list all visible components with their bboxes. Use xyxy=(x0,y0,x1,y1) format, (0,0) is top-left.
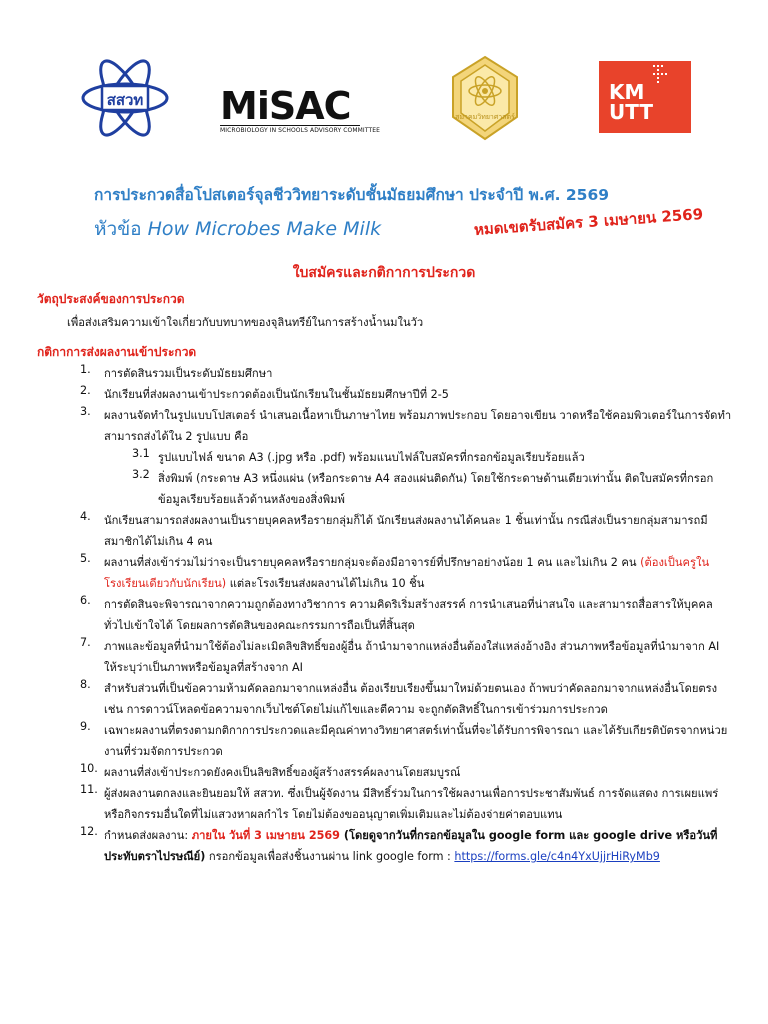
rule-number: 2. xyxy=(80,384,91,397)
rule-item-1 xyxy=(80,363,734,384)
ipst-logo xyxy=(80,58,170,138)
rule-text-highlight: (ต้องเป็นครูในโรงเรียนเดียวกับนักเรียน) xyxy=(104,556,710,590)
rule-text: กรอกข้อมูลเพื่อส่งชิ้นงานผ่าน link google form : xyxy=(205,850,455,863)
rule-number: 12. xyxy=(80,825,98,838)
rules-heading: กติกาการส่งผลงานเข้าประกวด xyxy=(37,345,197,359)
google-form-link[interactable]: https://forms.gle/c4n4YxUjjrHiRyMb9 xyxy=(454,850,660,863)
subrule-text: สิ่งพิมพ์ (กระดาษ A3 หนึ่งแผ่น (หรือกระดาษ A4 สองแผ่นติดกัน) โดยใช้กระดาษด้านเดียวเท่านั้น ติดใบสมัครที่กรอกข้อมูลเรียบร้อยแล้วด้านหลังของสิ่งพิมพ์ xyxy=(158,472,714,506)
rule-item-3 xyxy=(80,405,734,447)
misac-logo-word: MiSAC xyxy=(220,84,351,128)
rule-text: นักเรียนสามารถส่งผลงานเป็นรายบุคคลหรือรายกลุ่มก็ได้ นักเรียนส่งผลงานได้คนละ 1 ชิ้นเท่านั้น กรณีส่งเป็นรายกลุ่มสามารถมีสมาชิกได้ไม่เกิน 4 คน xyxy=(104,514,708,548)
science-society-logo xyxy=(445,55,525,141)
rule-text: ภาพและข้อมูลที่นำมาใช้ต้องไม่ละเมิดลิขสิทธิ์ของผู้อื่น ถ้านำมาจากแหล่งอื่นต้องใส่แหล่งอ้างอิง ส่วนภาพหรือข้อมูลที่นำมาจาก AI ให้ระบุว่าเป็นภาพหรือข้อมูลที่สร้างจาก AI xyxy=(104,640,720,674)
form-title: ใบสมัครและกติกาการประกวด xyxy=(292,265,476,281)
logo-row xyxy=(0,55,768,145)
rule-text: กำหนดส่งผลงาน: xyxy=(104,829,192,842)
topic-prefix: หัวข้อ xyxy=(94,218,148,240)
rule-item-12 xyxy=(80,825,734,867)
rule-text: การตัดสินจะพิจารณาจากความถูกต้องทางวิชาการ ความคิดริเริ่มสร้างสรรค์ การนำเสนอที่น่าสนใจ และสามารถสื่อสารให้บุคคลทั่วไปเข้าใจได้ โดยผลการตัดสินของคณะกรรมการถือเป็นที่สิ้นสุด xyxy=(104,598,713,632)
misac-logo-subtitle: MICROBIOLOGY IN SCHOOLS ADVISORY COMMITTEE xyxy=(220,127,381,134)
rule-item-10 xyxy=(80,762,734,783)
rule-text: สำหรับส่วนที่เป็นข้อความห้ามคัดลอกมาจากแหล่งอื่น ต้องเรียบเรียงขึ้นมาใหม่ด้วยตนเอง ถ้าพบว่าคัดลอกมาจากแหล่งอื่นโดยตรง เช่น การดาวน์โหลดข้อความจากเว็บไซต์โดยไม่แก้ไขและตีความ จะถูกตัดสิทธิ์ในการเข้าร่วมการประกวด xyxy=(104,682,718,716)
contest-topic xyxy=(94,214,381,244)
science-society-logo-text: สมาคมวิทยาศาสตร์ xyxy=(455,113,515,121)
rule-number: 8. xyxy=(80,678,91,691)
rule-item-8 xyxy=(80,678,734,720)
rule-number: 9. xyxy=(80,720,91,733)
rule-text-bold: (โดยดูจากวันที่กรอกข้อมูลใน google form และ google drive หรือวันที่ประทับตราไปรษณีย์) xyxy=(104,829,718,863)
subrule-number: 3.1 xyxy=(132,447,150,460)
deadline-banner: หมดเขตรับสมัคร 3 เมษายน 2569 xyxy=(473,205,704,239)
rule-item-2 xyxy=(80,384,734,405)
misac-logo xyxy=(220,84,381,137)
rule-item-7 xyxy=(80,636,734,678)
kmutt-logo xyxy=(599,61,691,133)
rule-number: 10. xyxy=(80,762,98,775)
kmutt-logo-line1: KM xyxy=(609,80,645,104)
topic-english: How Microbes Make Milk xyxy=(147,218,382,240)
rule-item-5 xyxy=(80,552,734,594)
rule-text: นักเรียนที่ส่งผลงานเข้าประกวดต้องเป็นนักเรียนในชั้นมัธยมศึกษาปีที่ 2-5 xyxy=(104,388,449,401)
rule-text: ผลงานที่ส่งเข้าร่วมไม่ว่าจะเป็นรายบุคคลหรือรายกลุ่มจะต้องมีอาจารย์ที่ปรึกษาอย่างน้อย 1 คน และไม่เกิน 2 คน xyxy=(104,556,641,569)
subrule-text: รูปแบบไฟล์ ขนาด A3 (.jpg หรือ .pdf) พร้อมแนบไฟล์ใบสมัครที่กรอกข้อมูลเรียบร้อยแล้ว xyxy=(158,451,585,464)
rule-text-highlight: ภายใน วันที่ 3 เมษายน 2569 xyxy=(191,829,340,842)
rule-item-6 xyxy=(80,594,734,636)
objective-text: เพื่อส่งเสริมความเข้าใจเกี่ยวกับบทบาทของจุลินทรีย์ในการสร้างน้ำนมในวัว xyxy=(67,316,424,329)
rule-text: ผู้ส่งผลงานตกลงและยินยอมให้ สสวท. ซึ่งเป็นผู้จัดงาน มีสิทธิ์ร่วมในการใช้ผลงานเพื่อการประชาสัมพันธ์ การจัดแสดง การเผยแพร่หรือกิจกรรมอื่นใดที่ไม่แสวงหาผลกำไร โดยไม่ต้องขออนุญาตเพิ่มเติมและไม่ต้องจ่ายค่าตอบแทน xyxy=(104,787,719,821)
rule-item-4 xyxy=(80,510,734,552)
rules-list xyxy=(80,363,734,867)
rule-number: 6. xyxy=(80,594,91,607)
rule-text: ผลงานจัดทำในรูปแบบโปสเตอร์ นำเสนอเนื้อหาเป็นภาษาไทย พร้อมภาพประกอบ โดยอาจเขียน วาดหรือใช้คอมพิวเตอร์ในการจัดทำ สามารถส่งได้ใน 2 รูปแบบ คือ xyxy=(104,409,732,443)
rule-subitem-3-2 xyxy=(80,468,734,510)
rule-number: 7. xyxy=(80,636,91,649)
rule-text: การตัดสินรวมเป็นระดับมัธยมศึกษา xyxy=(104,367,273,380)
rule-subitem-3-1 xyxy=(80,447,734,468)
subrule-number: 3.2 xyxy=(132,468,150,481)
ipst-logo-text: สสวท xyxy=(106,91,144,109)
contest-title: การประกวดสื่อโปสเตอร์จุลชีววิทยาระดับชั้นมัธยมศึกษา ประจำปี พ.ศ. 2569 xyxy=(94,186,610,204)
rule-text: แต่ละโรงเรียนส่งผลงานได้ไม่เกิน 10 ชิ้น xyxy=(226,577,425,590)
rule-item-11 xyxy=(80,783,734,825)
rule-number: 5. xyxy=(80,552,91,565)
kmutt-logo-line2: UTT xyxy=(609,100,653,124)
rule-number: 1. xyxy=(80,363,91,376)
rule-item-9 xyxy=(80,720,734,762)
rule-number: 3. xyxy=(80,405,91,418)
objective-heading: วัตถุประสงค์ของการประกวด xyxy=(37,292,185,306)
rule-text: ผลงานที่ส่งเข้าประกวดยังคงเป็นลิขสิทธิ์ของผู้สร้างสรรค์ผลงานโดยสมบูรณ์ xyxy=(104,766,461,779)
rule-number: 4. xyxy=(80,510,91,523)
rule-number: 11. xyxy=(80,783,98,796)
rule-text: เฉพาะผลงานที่ตรงตามกติกาการประกวดและมีคุณค่าทางวิทยาศาสตร์เท่านั้นที่จะได้รับการพิจารณา และได้รับเกียรติบัตรจากหน่วยงานที่ร่วมจัดการประกวด xyxy=(104,724,728,758)
